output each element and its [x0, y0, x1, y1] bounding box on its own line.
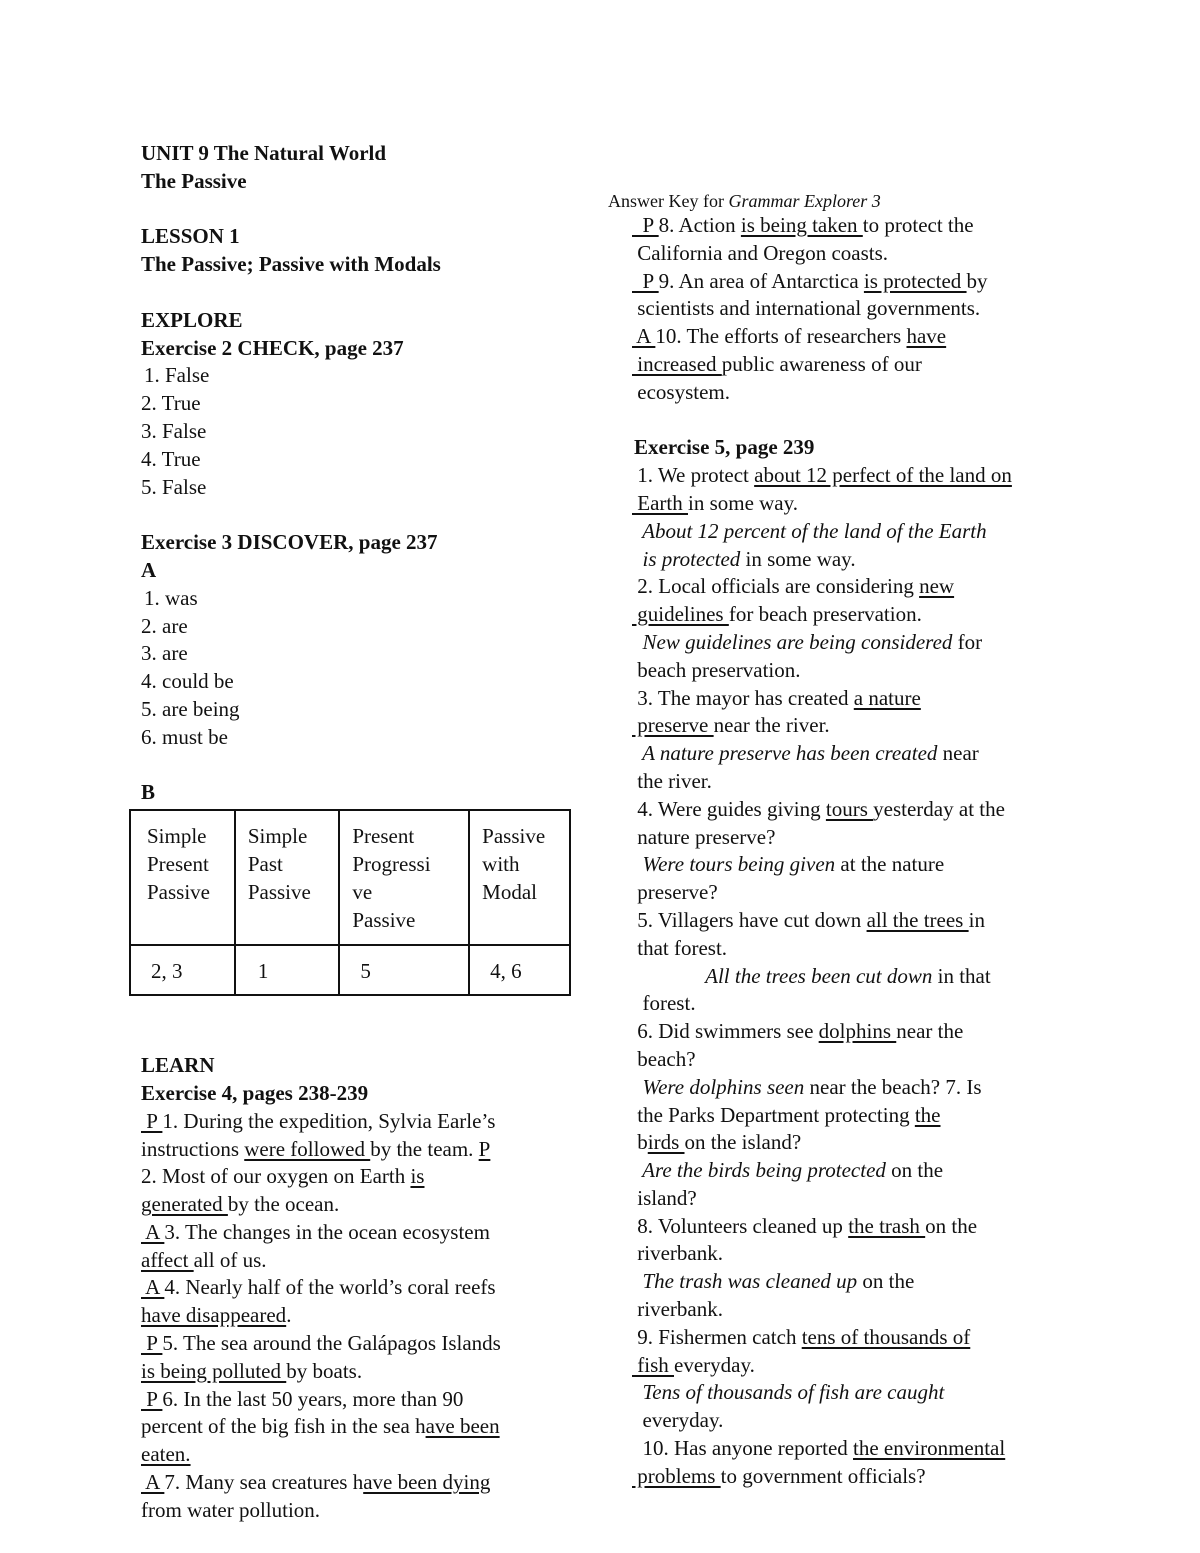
answer-line: 3. are — [141, 641, 188, 666]
answer-line — [608, 851, 1078, 879]
answer-line — [608, 351, 1078, 379]
answer-text: everyday. — [674, 1352, 755, 1377]
answer-line — [608, 462, 1078, 490]
answer-text: by the team. — [370, 1136, 479, 1161]
answer-line — [608, 1435, 1078, 1463]
italic-answer: Were tours being given — [632, 852, 836, 877]
answer-text: . — [286, 1303, 292, 1328]
italic-answer: New guidelines are being considered — [632, 629, 953, 654]
table-header-line: with — [482, 851, 520, 876]
answer-line: 4. True — [141, 446, 201, 471]
answer-text: beach? — [632, 1046, 696, 1071]
underlined-text: is — [410, 1164, 425, 1189]
answer-line — [608, 796, 1078, 824]
underlined-text: P — [141, 1108, 163, 1133]
answer-line — [608, 629, 1078, 657]
italic-answer: All the trees been cut down — [632, 963, 933, 988]
table-header-line: Present — [147, 851, 209, 876]
table-header-line: Past — [247, 851, 283, 876]
underlined-text: ave been dying — [363, 1470, 491, 1495]
underlined-text: were followed — [244, 1136, 371, 1161]
answer-text: all of us. — [193, 1247, 267, 1272]
exercise-2-title: Exercise 2 CHECK, page 237 — [141, 335, 404, 360]
answer-text: 10. Has anyone reported — [632, 1436, 854, 1461]
answer-text: California and Oregon coasts. — [632, 240, 889, 265]
answer-text: on the — [885, 1158, 944, 1183]
answer-text: instructions — [141, 1136, 245, 1161]
table-header-line: ve — [352, 879, 373, 904]
answer-line — [608, 907, 1078, 935]
answer-text: 6. Did swimmers see — [632, 1019, 819, 1044]
underlined-text: Earth — [632, 490, 688, 515]
underlined-text: the trash — [848, 1213, 926, 1238]
answer-line — [608, 1102, 1078, 1130]
answer-text: to protect the — [862, 213, 974, 237]
answer-line — [141, 1219, 571, 1247]
underlined-text: generated — [141, 1192, 228, 1217]
answer-line — [608, 1074, 1078, 1102]
table-header-line: Simple — [247, 824, 308, 849]
answer-line — [608, 1379, 1078, 1407]
answer-line — [141, 1302, 571, 1330]
table-header-line: Passive — [247, 879, 311, 904]
answer-line — [608, 768, 1078, 796]
answer-line: 2. are — [141, 613, 188, 638]
table-header-cell — [130, 810, 235, 945]
unit-title: UNIT 9 The Natural World — [141, 141, 387, 165]
answer-text: near the beach? 7. Is — [804, 1074, 982, 1099]
underlined-text: guidelines — [632, 602, 729, 627]
answer-text: by — [966, 268, 988, 293]
answer-text: 1. During the expedition, Sylvia Earle’s — [162, 1108, 496, 1133]
answer-line: 3. False — [141, 418, 207, 443]
underlined-text: affect — [141, 1247, 194, 1272]
underlined-text: P — [141, 1331, 163, 1356]
answer-line — [141, 1163, 571, 1191]
answer-text: in some way. — [740, 546, 856, 571]
answer-line — [608, 685, 1078, 713]
underlined-text: a nature — [853, 685, 921, 710]
answer-line: 6. must be — [141, 724, 228, 749]
answer-text: 5. Villagers have cut down — [632, 907, 867, 932]
table-header-cell — [469, 810, 570, 945]
answer-line — [608, 1324, 1078, 1352]
answer-line — [608, 824, 1078, 852]
exercise-4-title: Exercise 4, pages 238-239 — [141, 1080, 369, 1105]
answer-line — [608, 740, 1078, 768]
exercise-3-title: Exercise 3 DISCOVER, page 237 — [141, 530, 438, 555]
answer-line — [608, 573, 1078, 601]
answer-line — [608, 240, 1078, 268]
answer-text: in some way. — [687, 490, 799, 515]
italic-answer: About 12 percent of the land of the Earth — [632, 518, 987, 543]
underlined-text: eaten. — [141, 1442, 191, 1467]
table-header-line: Simple — [147, 824, 207, 849]
answer-line: 4. could be — [141, 669, 234, 694]
answer-key-prefix: Answer Key for — [608, 191, 729, 211]
answer-line — [608, 712, 1078, 740]
table-cell: 2, 3 — [130, 945, 235, 995]
answer-line — [608, 1407, 1078, 1435]
exercise-4-answers — [141, 1108, 571, 1525]
answer-line: 1. False — [144, 363, 210, 388]
answer-line — [608, 268, 1078, 296]
answer-text: riverbank. — [632, 1241, 723, 1266]
underlined-text: P — [632, 213, 659, 237]
answer-line — [141, 1469, 571, 1497]
underlined-text: preserve — [632, 713, 714, 738]
table-header-line: Progressi — [352, 851, 431, 876]
answer-line — [141, 1441, 571, 1469]
underlined-text: problems — [632, 1463, 721, 1488]
answer-line — [608, 1046, 1078, 1074]
answer-text: 8. Action — [658, 213, 741, 237]
answer-text: the Parks Department protecting — [632, 1102, 915, 1127]
answer-text: 5. The sea around the Galápagos Islands — [162, 1331, 501, 1356]
answer-text: island? — [632, 1185, 697, 1210]
answer-text: on the island? — [684, 1130, 802, 1155]
answer-text: 7. Many sea creatures h — [164, 1470, 364, 1495]
underlined-text: tens of thousands of — [801, 1324, 971, 1349]
answer-text: b — [632, 1130, 648, 1155]
exercise-5-title: Exercise 5, page 239 — [634, 435, 815, 460]
italic-answer: The trash was cleaned up — [632, 1269, 858, 1294]
underlined-text: A — [141, 1470, 165, 1495]
answer-text: the river. — [632, 768, 712, 793]
answer-line — [608, 323, 1078, 351]
italic-answer: Tens of thousands of fish are caught — [632, 1380, 945, 1405]
underlined-text: P — [632, 268, 659, 293]
underlined-text: A — [141, 1219, 165, 1244]
answer-text: 9. An area of Antarctica — [658, 268, 864, 293]
answer-text: everyday. — [632, 1408, 724, 1433]
answer-line — [608, 212, 1078, 240]
underlined-text: fish — [632, 1352, 674, 1377]
italic-answer: is protected — [632, 546, 741, 571]
answer-text: in that — [932, 963, 991, 988]
answer-line — [141, 1358, 571, 1386]
underlined-text: dolphins — [818, 1019, 897, 1044]
table-header-row — [130, 810, 570, 945]
underlined-text: is protected — [863, 268, 967, 293]
table-row — [130, 945, 570, 995]
answer-text: yesterday at the — [873, 796, 1005, 821]
answer-line — [608, 935, 1078, 963]
answer-line: 5. False — [141, 474, 207, 499]
table-header-line: Passive — [352, 907, 416, 932]
answer-line — [608, 1463, 1078, 1491]
exercise-2-answers — [141, 362, 571, 501]
unit-subtitle: The Passive — [141, 168, 247, 193]
answer-text: beach preservation. — [632, 657, 801, 682]
lesson-heading: LESSON 1 — [141, 224, 240, 249]
answer-text: near — [937, 741, 979, 766]
answer-line — [141, 1191, 571, 1219]
answer-text: public awareness of our — [721, 351, 922, 376]
underlined-text: A — [141, 1275, 165, 1300]
passive-forms-table — [129, 809, 571, 996]
answer-line: 2. True — [141, 391, 201, 416]
answer-text: percent of the big fish in the sea h — [141, 1414, 426, 1439]
underlined-text: about 12 perfect of the land on — [754, 463, 1012, 488]
answer-line — [141, 1497, 571, 1525]
underlined-text: new — [919, 574, 955, 599]
left-column — [141, 140, 571, 1525]
answer-line — [608, 1129, 1078, 1157]
underlined-text: P — [141, 1386, 163, 1411]
answer-line — [608, 379, 1078, 407]
answer-line — [141, 1413, 571, 1441]
exercise-5-answers — [608, 462, 1078, 1490]
underlined-text: P — [478, 1136, 491, 1161]
answer-line — [608, 1240, 1078, 1268]
explore-heading: EXPLORE — [141, 307, 243, 332]
answer-text: 1. We protect — [632, 463, 755, 488]
answer-text: 6. In the last 50 years, more than 90 — [162, 1386, 464, 1411]
answer-text: by the ocean. — [227, 1192, 340, 1217]
answer-line — [608, 1018, 1078, 1046]
answer-line — [141, 1386, 571, 1414]
answer-line — [608, 990, 1078, 1018]
answer-line — [141, 1247, 571, 1275]
lesson-title: The Passive; Passive with Modals — [141, 252, 441, 277]
answer-line — [608, 879, 1078, 907]
answer-line — [608, 1213, 1078, 1241]
answer-text: 9. Fishermen catch — [632, 1324, 802, 1349]
answer-line — [608, 295, 1078, 323]
exercise-3-answers — [141, 585, 571, 752]
answer-text: near the — [896, 1019, 964, 1044]
answer-line: 1. was — [144, 585, 198, 610]
answer-text: riverbank. — [632, 1297, 723, 1322]
table-cell: 1 — [235, 945, 340, 995]
table-header-line: Modal — [482, 879, 537, 904]
answer-line — [608, 1157, 1078, 1185]
table-header-line: Passive — [147, 879, 210, 904]
answer-text: nature preserve? — [632, 824, 776, 849]
learn-heading: LEARN — [141, 1053, 215, 1078]
underlined-text: the environmental — [853, 1436, 1006, 1461]
answer-text: scientists and international governments. — [632, 296, 981, 321]
italic-answer: A nature preserve has been created — [632, 741, 938, 766]
answer-key-header — [608, 190, 1078, 212]
answer-line — [141, 1136, 571, 1164]
table-header-cell — [339, 810, 469, 945]
underlined-text: the — [914, 1102, 941, 1127]
answer-text: for — [952, 629, 983, 654]
answer-line: 5. are being — [141, 696, 240, 721]
answer-text: forest. — [632, 991, 696, 1016]
underlined-text: A — [632, 324, 656, 349]
answer-text: for beach preservation. — [728, 602, 922, 627]
part-b-label: B — [141, 780, 156, 805]
right-column — [608, 190, 1078, 1491]
answer-text: near the river. — [713, 713, 830, 738]
answer-text: preserve? — [632, 880, 718, 905]
answer-text: to government officials? — [720, 1463, 926, 1488]
italic-answer: Are the birds being protected — [632, 1158, 886, 1183]
answer-text: 8. Volunteers cleaned up — [632, 1213, 849, 1238]
answer-text: from water pollution. — [141, 1497, 321, 1522]
underlined-text: all the trees — [866, 907, 969, 932]
answer-line — [608, 490, 1078, 518]
answer-line — [608, 1185, 1078, 1213]
answer-line — [608, 1352, 1078, 1380]
underlined-text: tours — [825, 796, 874, 821]
answer-text: at the nature — [835, 852, 945, 877]
answer-line — [608, 518, 1078, 546]
answer-text: by boats. — [286, 1358, 363, 1383]
italic-answer: Were dolphins seen — [632, 1074, 805, 1099]
underlined-text: ave been — [425, 1414, 500, 1439]
underlined-text: irds — [647, 1130, 685, 1155]
underlined-text: is being polluted — [141, 1358, 287, 1383]
answer-text: 3. The mayor has created — [632, 685, 854, 710]
answer-text: 10. The efforts of researchers — [655, 324, 907, 349]
underlined-text: increased — [632, 351, 722, 376]
exercise-4-continued — [608, 212, 1078, 407]
underlined-text: is being taken — [740, 213, 863, 237]
table-header-cell — [235, 810, 340, 945]
answer-text: 4. Were guides giving — [632, 796, 826, 821]
answer-line — [608, 657, 1078, 685]
underlined-text: have — [906, 324, 947, 349]
answer-text: that forest. — [632, 935, 728, 960]
answer-line — [608, 546, 1078, 574]
table-cell: 4, 6 — [469, 945, 570, 995]
answer-line — [608, 1296, 1078, 1324]
answer-line — [141, 1330, 571, 1358]
answer-text: 2. Most of our oxygen on Earth — [141, 1164, 411, 1189]
answer-line — [608, 963, 1078, 991]
part-a-label: A — [141, 557, 157, 582]
underlined-text: have disappeared — [141, 1303, 287, 1328]
table-header-line: Passive — [482, 824, 546, 849]
answer-text: ecosystem. — [632, 379, 730, 404]
answer-line — [608, 601, 1078, 629]
answer-line — [608, 1268, 1078, 1296]
answer-text: 2. Local officials are considering — [632, 574, 920, 599]
answer-line — [141, 1274, 571, 1302]
table-header-line: Present — [352, 824, 415, 849]
answer-text: on the — [925, 1213, 978, 1238]
answer-text: 4. Nearly half of the world’s coral reefs — [164, 1275, 496, 1300]
answer-text: 3. The changes in the ocean ecosystem — [164, 1219, 490, 1244]
answer-line — [141, 1108, 571, 1136]
book-title: Grammar Explorer 3 — [728, 191, 881, 211]
table-cell: 5 — [339, 945, 469, 995]
answer-text: in — [968, 907, 985, 932]
answer-text: on the — [857, 1269, 915, 1294]
